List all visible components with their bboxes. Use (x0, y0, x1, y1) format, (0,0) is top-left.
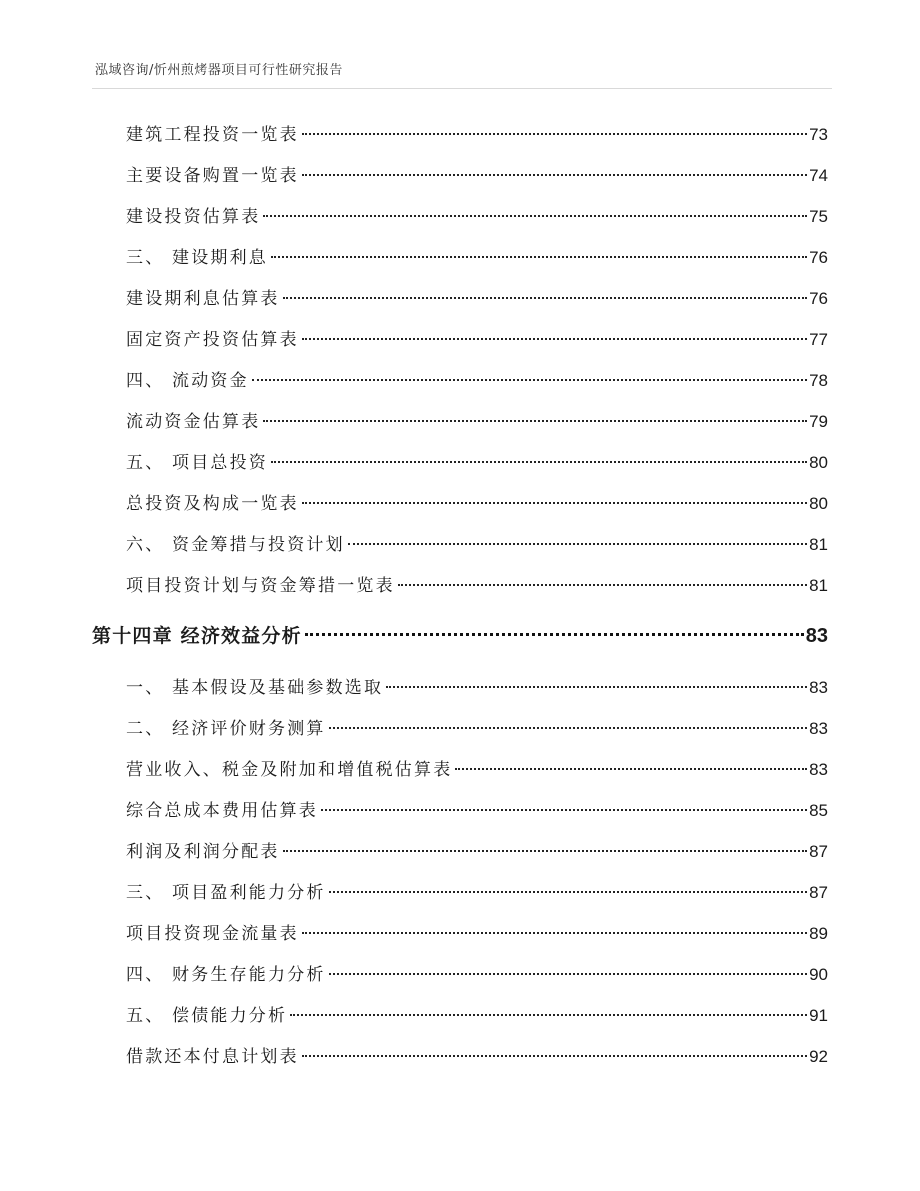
toc-entry-page: 91 (809, 1006, 828, 1025)
toc-entry-page: 90 (809, 965, 828, 984)
dot-leader (302, 133, 807, 135)
toc-entry[interactable] (126, 533, 828, 557)
toc-entry[interactable] (126, 410, 828, 434)
toc-entry-title: 建设期利息估算表 (126, 289, 280, 309)
toc-entry[interactable] (126, 1004, 828, 1028)
toc-entry[interactable] (126, 164, 828, 188)
dot-leader (321, 809, 807, 811)
dot-leader (283, 297, 807, 299)
toc-entry-page: 75 (809, 207, 828, 226)
toc-entry[interactable] (126, 369, 828, 393)
dot-leader (398, 584, 807, 586)
toc-entry[interactable] (126, 676, 828, 700)
toc-entry-page: 79 (809, 412, 828, 431)
dot-leader (263, 215, 807, 217)
toc-entry-title: 营业收入、税金及附加和增值税估算表 (126, 760, 453, 780)
dot-leader (302, 338, 807, 340)
toc-entry-title: 总投资及构成一览表 (126, 494, 299, 514)
dot-leader (302, 1055, 807, 1057)
toc-entry[interactable] (126, 287, 828, 311)
toc-entry-title: 第十四章 经济效益分析 (92, 625, 302, 647)
toc-entry-title: 利润及利润分配表 (126, 842, 280, 862)
toc-entry[interactable] (126, 123, 828, 147)
dot-leader (263, 420, 807, 422)
dot-leader (302, 932, 807, 934)
toc-entry[interactable] (126, 574, 828, 598)
toc-entry-page: 85 (809, 801, 828, 820)
toc-entry-title: 综合总成本费用估算表 (126, 801, 318, 821)
header-divider (92, 88, 832, 89)
toc-entry-page: 81 (809, 576, 828, 595)
toc-entry-page: 92 (809, 1047, 828, 1066)
running-header: 泓域咨询/忻州煎烤器项目可行性研究报告 (95, 63, 343, 78)
toc-entry-page: 77 (809, 330, 828, 349)
toc-entry-title: 四、 流动资金 (126, 371, 249, 391)
toc-entry[interactable] (126, 963, 828, 987)
dot-leader (283, 850, 807, 852)
toc-entry-title: 五、 项目总投资 (126, 453, 269, 473)
toc-entry[interactable] (126, 922, 828, 946)
toc-entry-page: 83 (809, 678, 828, 697)
toc-entry[interactable] (126, 451, 828, 475)
dot-leader (455, 768, 807, 770)
dot-leader (290, 1014, 807, 1016)
dot-leader (302, 502, 807, 504)
toc-entry-title: 三、 项目盈利能力分析 (126, 883, 326, 903)
toc-entry[interactable] (126, 840, 828, 864)
dot-leader (271, 256, 807, 258)
dot-leader (348, 543, 807, 545)
dot-leader (305, 633, 804, 636)
toc-entry-title: 项目投资现金流量表 (126, 924, 299, 944)
toc-entry-page: 87 (809, 883, 828, 902)
toc-chapter-entry[interactable] (92, 622, 828, 650)
toc-entry-page: 83 (809, 760, 828, 779)
dot-leader (302, 174, 807, 176)
toc-entry-page: 80 (809, 453, 828, 472)
toc-entry[interactable] (126, 328, 828, 352)
toc-entry-page: 76 (809, 289, 828, 308)
toc-entry[interactable] (126, 1045, 828, 1069)
toc-entry-page: 89 (809, 924, 828, 943)
toc-entry-title: 项目投资计划与资金筹措一览表 (126, 576, 395, 596)
toc-entry-title: 五、 偿债能力分析 (126, 1006, 288, 1026)
toc-entry-page: 87 (809, 842, 828, 861)
toc-entry[interactable] (126, 717, 828, 741)
toc-entry-title: 一、 基本假设及基础参数选取 (126, 678, 384, 698)
toc-entry-title: 四、 财务生存能力分析 (126, 965, 326, 985)
dot-leader (329, 891, 807, 893)
toc-entry-page: 73 (809, 125, 828, 144)
dot-leader (271, 461, 807, 463)
toc-entry-page: 83 (809, 719, 828, 738)
dot-leader (329, 727, 807, 729)
toc-entry-page: 83 (805, 625, 828, 647)
toc-entry[interactable] (126, 881, 828, 905)
toc-entry[interactable] (126, 246, 828, 270)
dot-leader (386, 686, 807, 688)
toc-entry[interactable] (126, 758, 828, 782)
toc-entry-title: 固定资产投资估算表 (126, 330, 299, 350)
dot-leader (329, 973, 807, 975)
dot-leader (252, 379, 807, 381)
toc-entry-title: 三、 建设期利息 (126, 248, 269, 268)
toc-entry-title: 主要设备购置一览表 (126, 166, 299, 186)
toc-entry-title: 建设投资估算表 (126, 207, 261, 227)
toc-entry[interactable] (126, 799, 828, 823)
toc-entry-page: 81 (809, 535, 828, 554)
toc-entry[interactable] (126, 205, 828, 229)
toc-entry-title: 借款还本付息计划表 (126, 1047, 299, 1067)
toc-entry-title: 流动资金估算表 (126, 412, 261, 432)
toc-entry-title: 二、 经济评价财务测算 (126, 719, 326, 739)
toc-entry-page: 76 (809, 248, 828, 267)
toc-entry-page: 78 (809, 371, 828, 390)
toc-entry-page: 80 (809, 494, 828, 513)
toc-entry-title: 建筑工程投资一览表 (126, 125, 299, 145)
toc-entry-title: 六、 资金筹措与投资计划 (126, 535, 345, 555)
toc-entry[interactable] (126, 492, 828, 516)
toc-entry-page: 74 (809, 166, 828, 185)
